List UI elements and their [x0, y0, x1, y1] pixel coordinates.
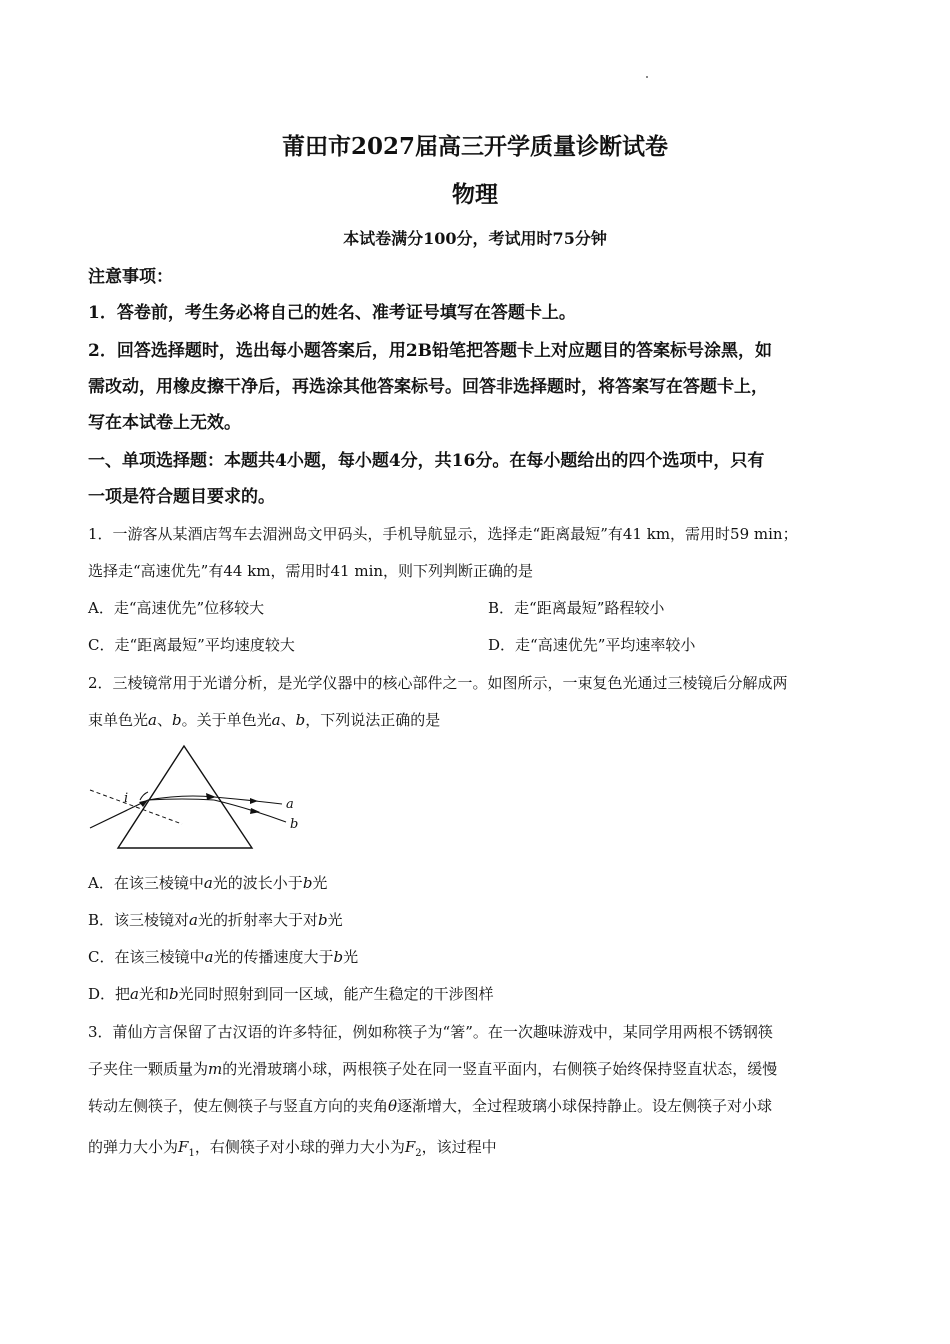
section-1-heading-line-1: 一、单项选择题：本题共4小题，每小题4分，共16分。在每小题给出的四个选项中，只有: [88, 451, 765, 471]
q1-option-b: B．走“距离最短”路程较小: [488, 599, 665, 617]
q2-option-d: D．把a光和b光同时照射到同一区域，能产生稳定的干涉图样: [88, 985, 494, 1003]
q1-stem-line-1: 1．一游客从某酒店驾车去湄洲岛文甲码头，手机导航显示，选择走“距离最短”有41 km，需用时59 min；: [88, 525, 798, 543]
q2-stem-line-1: 2．三棱镜常用于光谱分析，是光学仪器中的核心部件之一。如图所示，一束复色光通过三棱镜后分解成两: [88, 674, 788, 692]
prism-diagram: [88, 742, 318, 854]
q2-option-c: C．在该三棱镜中a光的传播速度大于b光: [88, 948, 359, 966]
ray-label-a: a: [286, 797, 294, 812]
q1-option-d: D．走“高速优先”平均速率较小: [488, 636, 696, 654]
ray-label-b: b: [290, 817, 299, 832]
q2-stem-line-2: 束单色光a、b。关于单色光a、b，下列说法正确的是: [88, 711, 441, 729]
q3-stem-line-3: 转动左侧筷子，使左侧筷子与竖直方向的夹角θ逐渐增大，全过程玻璃小球保持静止。设左侧筷子对小球: [88, 1097, 773, 1115]
notice-heading: 注意事项：: [88, 267, 173, 287]
q2-option-b: B．该三棱镜对a光的折射率大于对b光: [88, 911, 343, 929]
section-1-heading-line-2: 一项是符合题目要求的。: [88, 487, 275, 507]
notice-item-2-line-1: 2．回答选择题时，选出每小题答案后，用2B铅笔把答题卡上对应题目的答案标号涂黑，如: [88, 341, 773, 361]
angle-label-i: i: [124, 791, 129, 806]
prism-outline: [118, 746, 252, 848]
angle-arc: [140, 792, 148, 800]
page-title: 莆田市2027届高三开学质量诊断试卷: [281, 133, 668, 160]
ray-a-arrow: [250, 798, 258, 804]
q3-stem-line-2: 子夹住一颗质量为m的光滑玻璃小球，两根筷子处在同一竖直平面内，右侧筷子始终保持竖直状态，缓慢: [88, 1060, 778, 1078]
exam-info: 本试卷满分100分，考试用时75分钟: [343, 229, 607, 248]
notice-item-1: 1．答卷前，考生务必将自己的姓名、准考证号填写在答题卡上。: [88, 303, 576, 323]
ray-b-inside: [148, 799, 214, 800]
q1-stem-line-2: 选择走“高速优先”有44 km，需用时41 min，则下列判断正确的是: [88, 562, 534, 580]
q3-stem-line-1: 3．莆仙方言保留了古汉语的许多特征，例如称筷子为“箸”。在一次趣味游戏中，某同学用两根不锈钢筷: [88, 1023, 773, 1041]
notice-item-2-line-3: 写在本试卷上无效。: [88, 413, 241, 433]
q1-option-c: C．走“距离最短”平均速度较大: [88, 636, 295, 654]
q3-stem-line-4: 的弹力大小为$F_1$，右侧筷子对小球的弹力大小为$F_2$，该过程中: [88, 1138, 497, 1159]
notice-item-2-line-2: 需改动，用橡皮擦干净后，再选涂其他答案标号。回答非选择题时，将答案写在答题卡上，: [88, 377, 768, 397]
subject-title: 物理: [452, 181, 498, 208]
q1-option-a: A．走“高速优先”位移较大: [88, 599, 265, 617]
ray-b-arrow: [250, 808, 260, 814]
scan-dot: [646, 76, 648, 78]
q2-option-a: A．在该三棱镜中a光的波长小于b光: [88, 874, 328, 892]
